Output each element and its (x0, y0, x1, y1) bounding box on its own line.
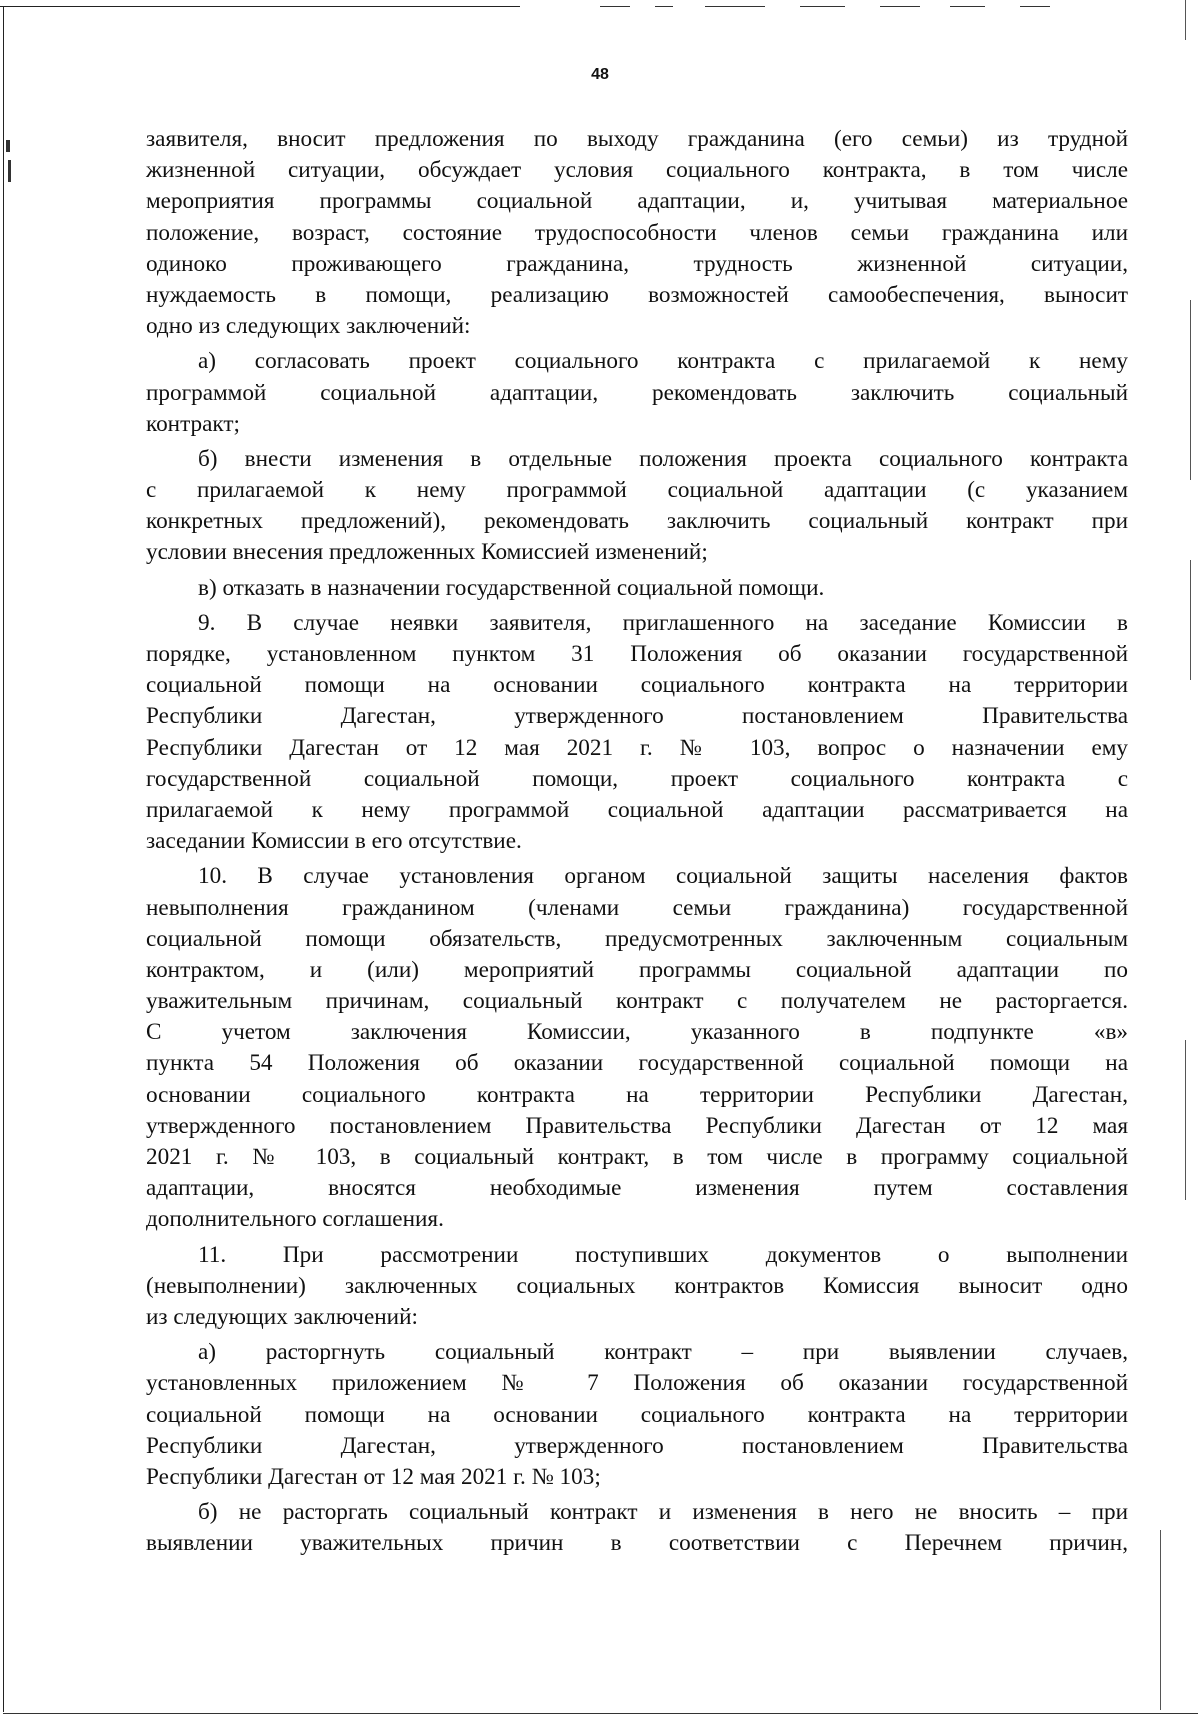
text-line: прилагаемой к нему программой социальной адаптации рассматривается на (146, 796, 1128, 823)
scan-edge-left (3, 6, 4, 1712)
text-line: порядке, установленном пунктом 31 Положения об оказании государственной (146, 641, 1128, 667)
paragraph (146, 444, 1128, 569)
text-line: установленных приложением № 7 Положения об оказании государственной (146, 1370, 1128, 1397)
scan-speck (6, 140, 10, 152)
text-line: социальной помощи на основании социального контракта на территории (146, 672, 1128, 699)
scan-edge-mark (1020, 6, 1050, 7)
text-line: утвержденного постановлением Правительства Республики Дагестан от 12 мая (146, 1112, 1128, 1139)
text-line: б) внести изменения в отдельные положения проекта социального контракта (198, 445, 1128, 472)
text-line: жизненной ситуации, обсуждает условия социального контракта, в том числе (146, 157, 1128, 184)
text-line: конкретных предложений), рекомендовать заключить социальный контракт при (146, 508, 1128, 535)
text-line: уважительным причинам, социальный контракт с получателем не расторгается. (146, 988, 1128, 1015)
text-line: выявлении уважительных причин в соответствии с Перечнем причин, (146, 1530, 1128, 1557)
text-line: программой социальной адаптации, рекомендовать заключить социальный (146, 379, 1128, 406)
paragraph (146, 573, 1128, 604)
text-line: Республики Дагестан, утвержденного постановлением Правительства (146, 1432, 1128, 1459)
text-line: (невыполнении) заключенных социальных контрактов Комиссия выносит одно (146, 1272, 1128, 1299)
scan-edge-top (0, 6, 520, 7)
text-line: в) отказать в назначении государственной социальной помощи. (198, 574, 825, 601)
text-line: с прилагаемой к нему программой социальной адаптации (с указанием (146, 477, 1128, 504)
scan-speck (8, 160, 11, 182)
text-line: Республики Дагестан, утвержденного постановлением Правительства (146, 703, 1128, 730)
text-line: мероприятия программы социальной адаптации, и, учитывая материальное (146, 188, 1128, 215)
paragraph (146, 1240, 1128, 1334)
scan-edge-right (1190, 560, 1191, 680)
paragraph (146, 861, 1128, 1235)
text-line: контрактом, и (или) мероприятий программы социальной адаптации по (146, 956, 1128, 983)
text-line: пункта 54 Положения об оказании государственной социальной помощи на (146, 1050, 1128, 1077)
text-line: а) согласовать проект социального контракта с прилагаемой к нему (198, 348, 1128, 375)
text-line: из следующих заключений: (146, 1303, 418, 1330)
text-line: Республики Дагестан от 12 мая 2021 г. № 103; (146, 1463, 601, 1490)
text-line: заседании Комиссии в его отсутствие. (146, 828, 522, 855)
paragraph (146, 346, 1128, 440)
text-line: контракт; (146, 410, 240, 437)
text-line: одно из следующих заключений: (146, 313, 471, 340)
scan-edge-mark (600, 6, 630, 7)
scan-edge-mark (800, 6, 845, 7)
scan-edge-right (1185, 0, 1186, 40)
text-line: социальной помощи на основании социального контракта на территории (146, 1401, 1128, 1428)
text-line: 10. В случае установления органом социальной защиты населения фактов (198, 863, 1128, 890)
text-line: а) расторгнуть социальный контракт – при выявлении случаев, (198, 1339, 1128, 1366)
text-line: одиноко проживающего гражданина, трудность жизненной ситуации, (146, 250, 1128, 277)
text-line: 2021 г. № 103, в социальный контракт, в том числе в программу социальной (146, 1144, 1128, 1170)
text-line: 11. При рассмотрении поступивших документов о выполнении (198, 1241, 1128, 1268)
text-line: социальной помощи обязательств, предусмотренных заключенным социальным (146, 925, 1128, 952)
text-line: основании социального контракта на территории Республики Дагестан, (146, 1081, 1128, 1108)
text-line: положение, возраст, состояние трудоспособности членов семьи гражданина или (146, 219, 1128, 246)
paragraph (146, 124, 1128, 342)
paragraph (146, 1497, 1128, 1559)
text-line: заявителя, вносит предложения по выходу гражданина (его семьи) из трудной (146, 126, 1128, 152)
scan-edge-right (1185, 1040, 1186, 1200)
text-line: невыполнения гражданином (членами семьи гражданина) государственной (146, 894, 1128, 921)
text-line: С учетом заключения Комиссии, указанного в подпункте «в» (146, 1019, 1128, 1046)
text-line: Республики Дагестан от 12 мая 2021 г. № 103, вопрос о назначении ему (146, 734, 1128, 761)
text-line: государственной социальной помощи, проект социального контракта с (146, 765, 1128, 792)
scan-edge-right (1160, 1530, 1161, 1710)
scan-edge-bottom (3, 1713, 1198, 1714)
text-line: нуждаемость в помощи, реализацию возможностей самообеспечения, выносит (146, 281, 1128, 308)
document-body (146, 124, 1128, 1559)
text-line: дополнительного соглашения. (146, 1206, 444, 1233)
scan-edge-mark (705, 6, 765, 7)
paragraph (146, 1337, 1128, 1493)
scan-edge-mark (655, 6, 673, 7)
scan-edge-right (1190, 300, 1191, 480)
text-line: 9. В случае неявки заявителя, приглашенного на заседание Комиссии в (198, 609, 1128, 636)
page-number: 48 (591, 66, 609, 83)
text-line: б) не расторгать социальный контракт и изменения в него не вносить – при (198, 1499, 1128, 1526)
text-line: условии внесения предложенных Комиссией изменений; (146, 539, 708, 566)
paragraph (146, 608, 1128, 858)
scan-edge-mark (950, 6, 985, 7)
scan-edge-mark (880, 6, 920, 7)
text-line: адаптации, вносятся необходимые изменения путем составления (146, 1175, 1128, 1202)
